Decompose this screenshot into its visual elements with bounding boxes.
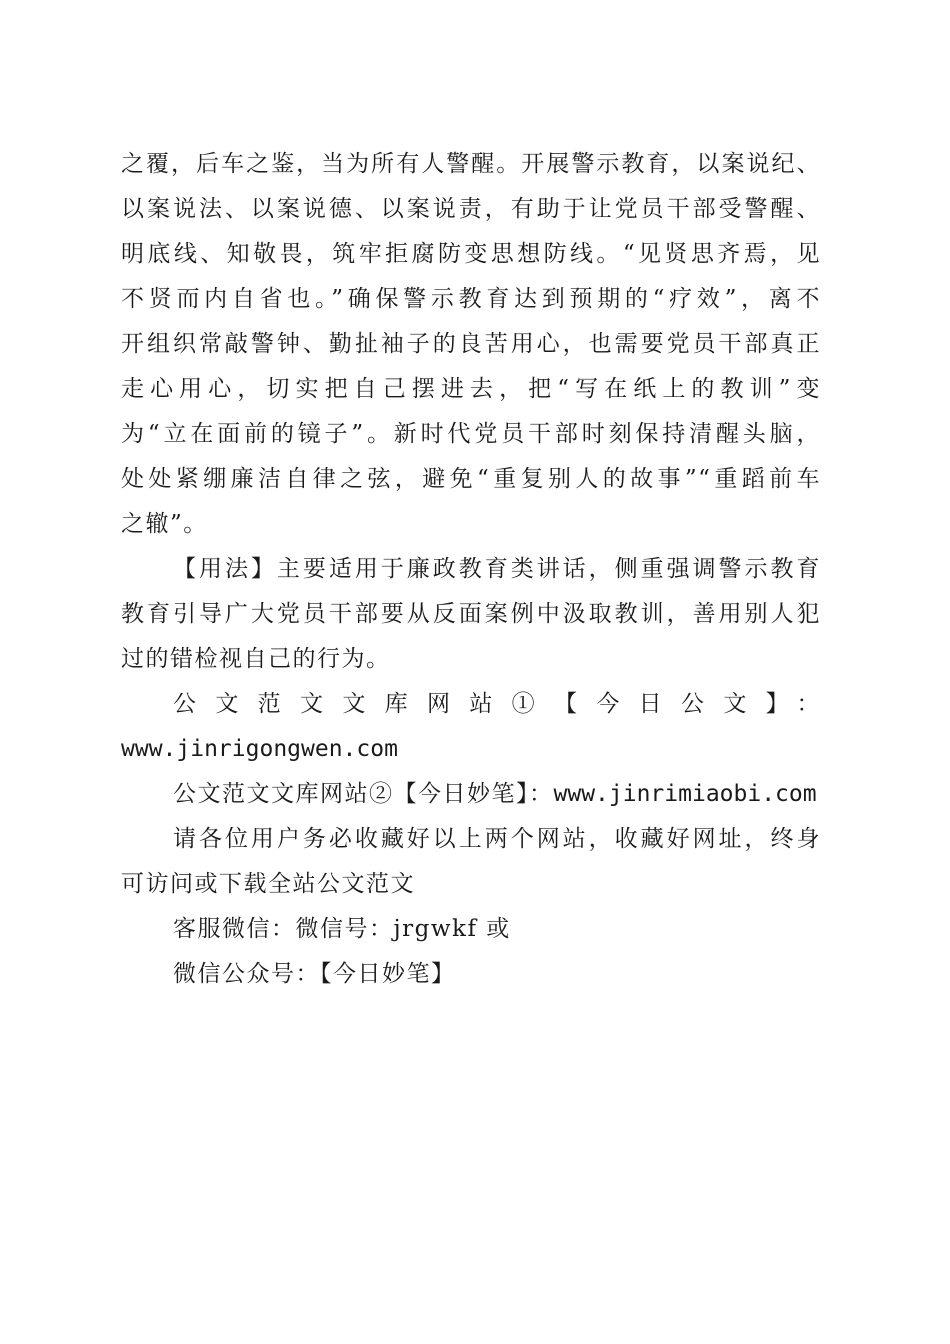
notice-line-2: 可访问或下载全站公文范文 (121, 871, 415, 897)
site-1-url[interactable]: www.jinrigongwen.com (121, 736, 398, 762)
site-2-label: 公文范文文库网站②【今日妙笔】： (173, 781, 554, 807)
paragraph-1-line-5: 开组织常敲警钟、勤扯袖子的良苦用心，也需要党员干部真正 (121, 331, 821, 357)
wechat-service: 客服微信：微信号：jrgwkf 或 (173, 916, 511, 942)
paragraph-1-line-6: 走心用心，切实把自己摆进去，把“写在纸上的教训”变 (121, 376, 821, 402)
paragraph-1-line-4: 不贤而内自省也。”确保警示教育达到预期的“疗效”，离不 (121, 286, 821, 312)
site-1-label: 公文范文文库网站①【今日公文】： (173, 691, 821, 717)
paragraph-1-line-8: 处处紧绷廉洁自律之弦，避免“重复别人的故事”“重蹈前车 (121, 466, 821, 492)
paragraph-1-line-2: 以案说法、以案说德、以案说责，有助于让党员干部受警醒、 (121, 196, 821, 222)
notice-line-1: 请各位用户务必收藏好以上两个网站，收藏好网址，终身 (173, 826, 821, 852)
paragraph-2-line-1: 【用法】主要适用于廉政教育类讲话，侧重强调警示教育 (173, 556, 821, 582)
site-2-url[interactable]: www.jinrimiaobi.com (553, 781, 817, 807)
paragraph-1-line-7: 为“立在面前的镜子”。新时代党员干部时刻保持清醒头脑， (121, 421, 821, 447)
paragraph-1-line-1: 之覆，后车之鉴，当为所有人警醒。开展警示教育，以案说纪、 (121, 151, 821, 177)
paragraph-2-line-2: 教育引导广大党员干部要从反面案例中汲取教训，善用别人犯 (121, 601, 821, 627)
wechat-account: 微信公众号：【今日妙笔】 (173, 961, 456, 987)
site-2-line (173, 772, 817, 816)
paragraph-1-line-9: 之辙”。 (121, 511, 208, 537)
paragraph-1-line-3: 明底线、知敬畏，筑牢拒腐防变思想防线。“见贤思齐焉，见 (121, 241, 821, 267)
paragraph-2-line-3: 过的错检视自己的行为。 (121, 646, 391, 672)
